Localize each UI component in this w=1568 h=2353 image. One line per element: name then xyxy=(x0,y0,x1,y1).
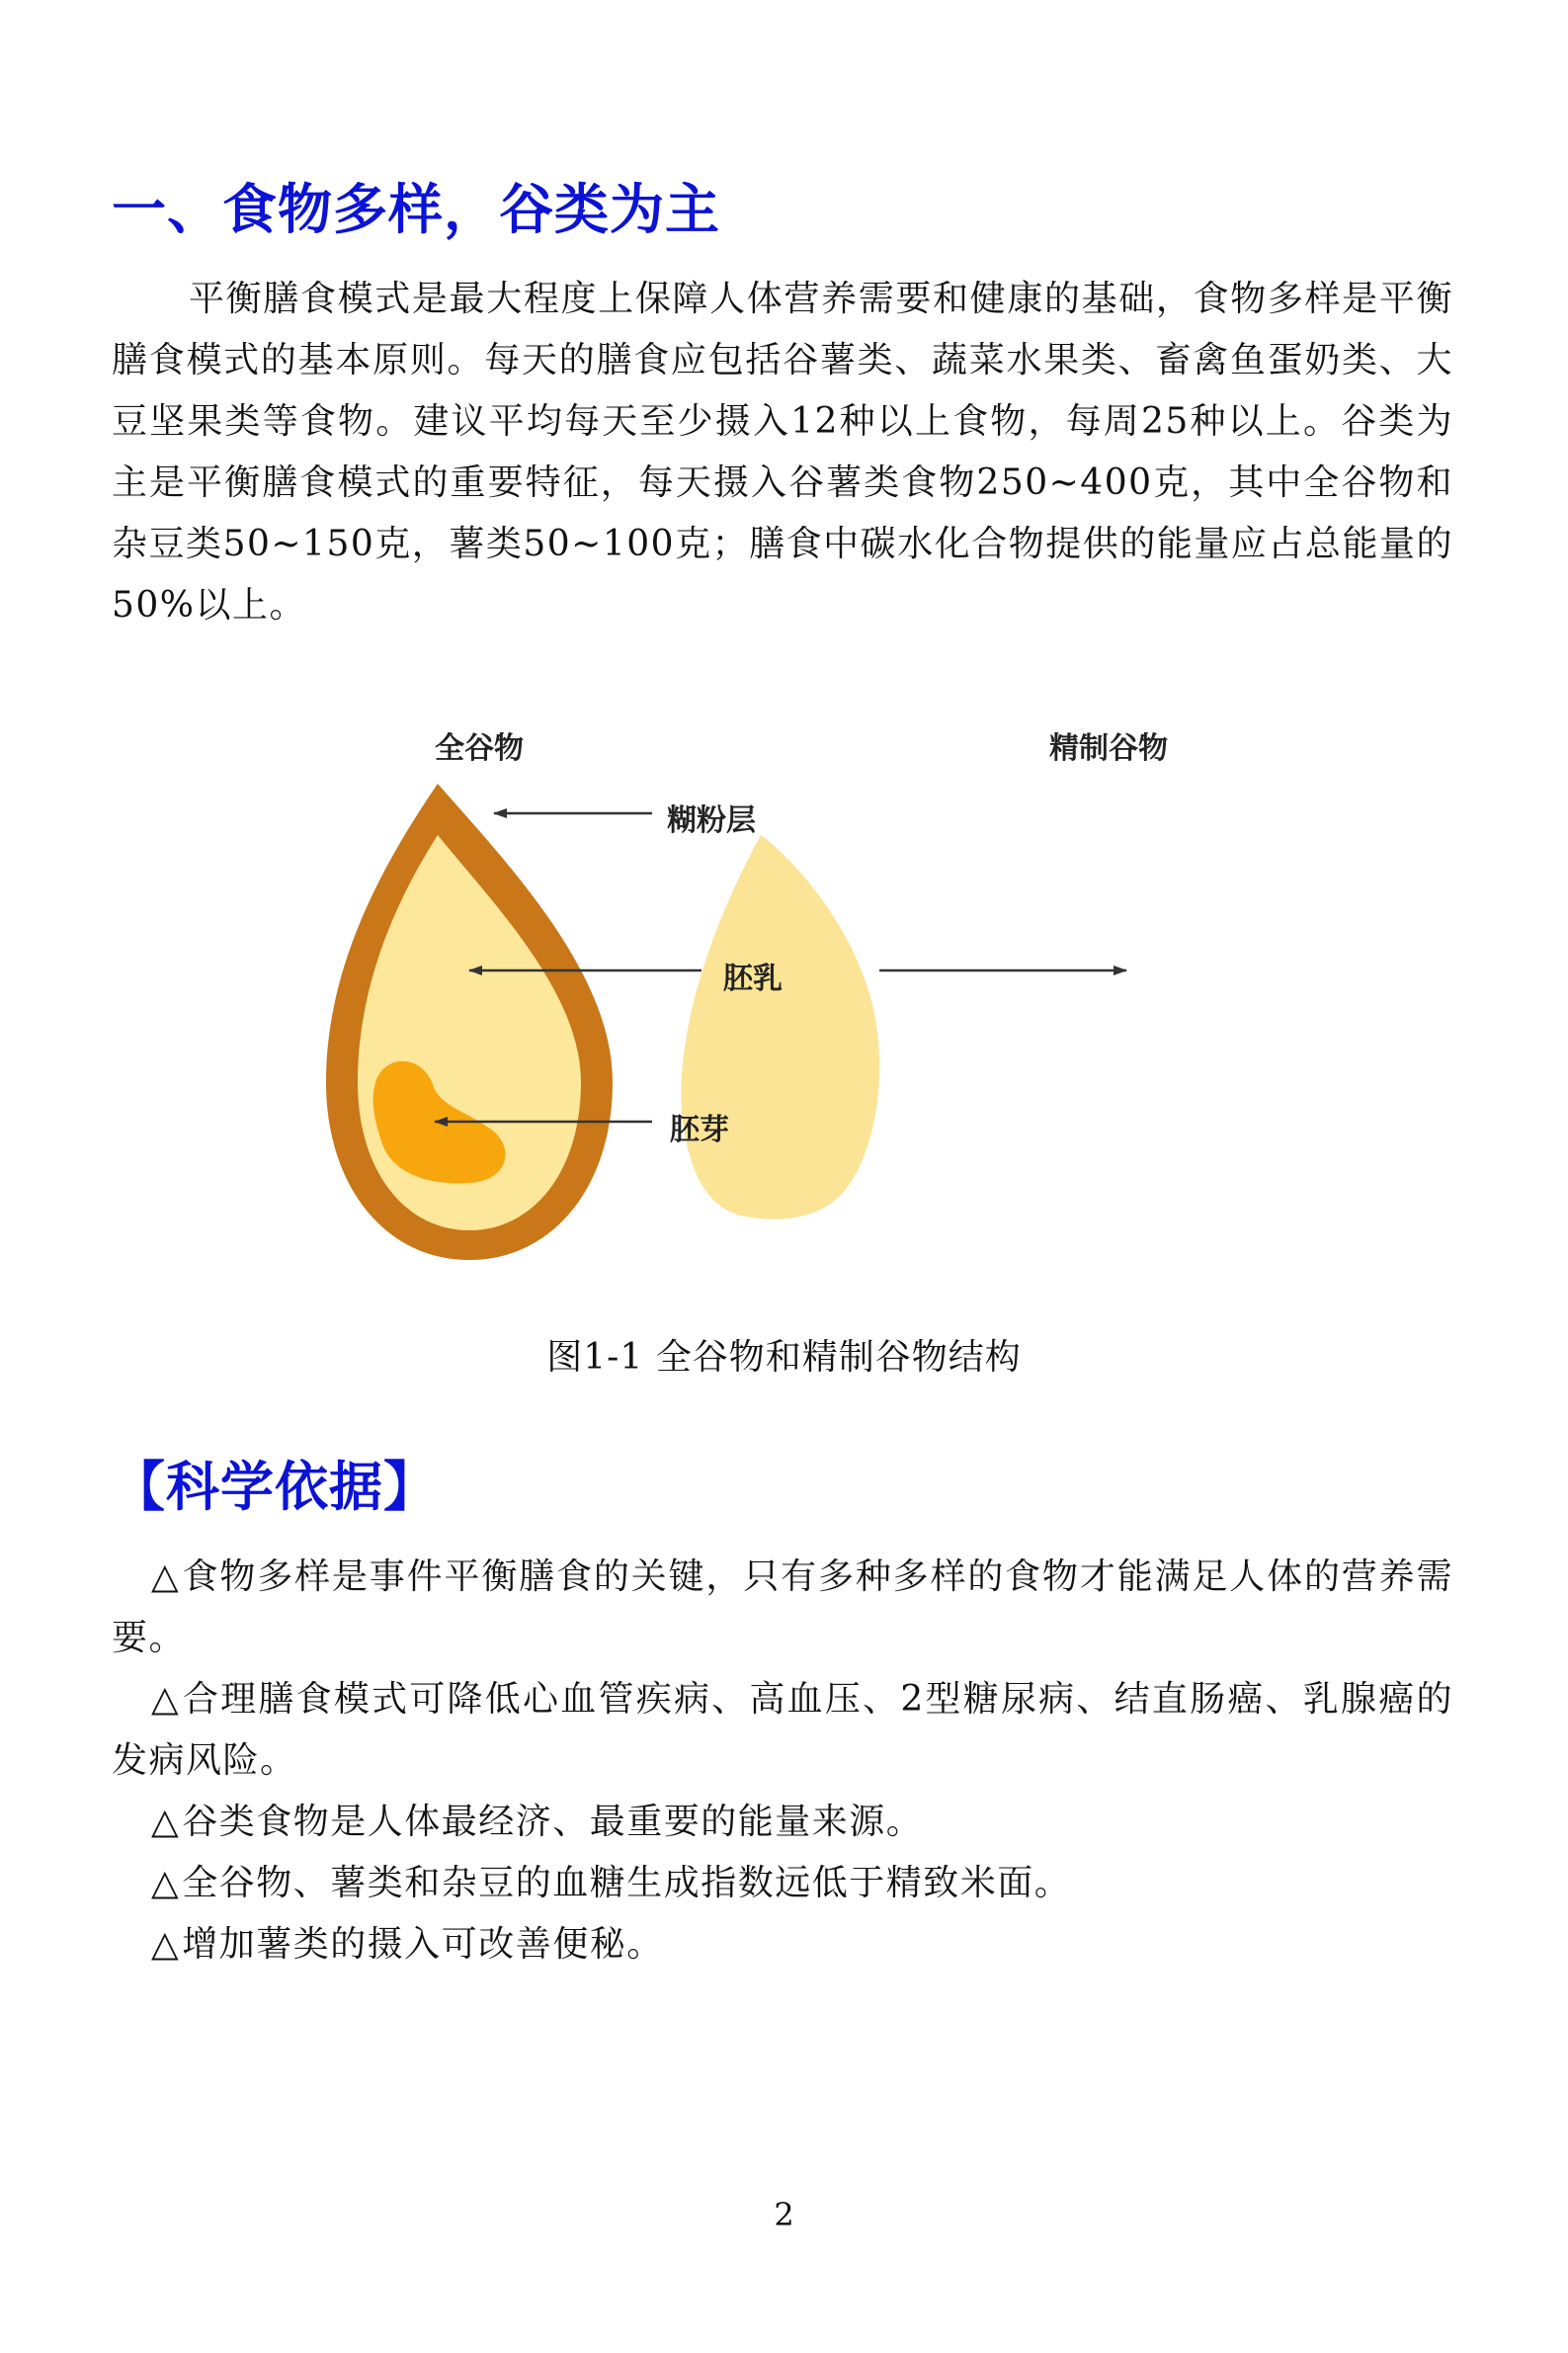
evidence-title: 【科学依据】 xyxy=(112,1456,438,1518)
section-title: 一、食物多样，谷类为主 xyxy=(112,178,721,241)
grain-structure-figure xyxy=(296,716,1284,1290)
evidence-text: 全谷物、薯类和杂豆的血糖生成指数远低于精致米面。 xyxy=(182,1863,1072,1903)
evidence-list xyxy=(112,1547,1453,1975)
figure-caption: 图1-1 全谷物和精制谷物结构 xyxy=(546,1337,1022,1378)
intro-paragraph: 平衡膳食模式是最大程度上保障人体营养需要和健康的基础，食物多样是平衡膳食模式的基本原则。每天的膳食应包括谷薯类、蔬菜水果类、畜禽鱼蛋奶类、大豆坚果类等食物。建议平均每天至少摄入12种以上食物，每周25种以上。谷类为主是平衡膳食模式的重要特征，每天摄入谷薯类食物250~400克，其中全谷物和杂豆类50~150克，薯类50~100克；膳食中碳水化合物提供的能量应占总能量的50%以上。 xyxy=(112,279,1453,626)
germ-label: 胚芽 xyxy=(670,1113,729,1147)
evidence-item xyxy=(112,1792,1453,1853)
evidence-item xyxy=(112,1547,1453,1669)
triangle-bullet: △ xyxy=(151,1802,181,1842)
endosperm-label: 胚乳 xyxy=(723,962,783,996)
bran-label: 糊粉层 xyxy=(667,803,756,838)
evidence-text: 合理膳食模式可降低心血管疾病、高血压、2型糖尿病、结直肠癌、乳腺癌的发病风险。 xyxy=(112,1679,1454,1781)
evidence-text: 食物多样是事件平衡膳食的关键，只有多种多样的食物才能满足人体的营养需要。 xyxy=(112,1556,1453,1658)
evidence-text: 谷类食物是人体最经济、最重要的能量来源。 xyxy=(182,1802,924,1842)
evidence-item xyxy=(112,1853,1453,1914)
triangle-bullet: △ xyxy=(151,1556,181,1597)
refined-grain-shape xyxy=(681,835,879,1219)
triangle-bullet: △ xyxy=(151,1679,181,1720)
whole-grain-label: 全谷物 xyxy=(435,731,524,766)
triangle-bullet: △ xyxy=(151,1924,181,1965)
triangle-bullet: △ xyxy=(151,1863,181,1903)
page-number: 2 xyxy=(774,2196,794,2233)
evidence-text: 增加薯类的摄入可改善便秘。 xyxy=(182,1924,664,1965)
evidence-item xyxy=(112,1669,1453,1792)
grain-diagram xyxy=(296,716,1284,1290)
refined-grain-label: 精制谷物 xyxy=(1049,731,1168,766)
evidence-item xyxy=(112,1914,1453,1975)
